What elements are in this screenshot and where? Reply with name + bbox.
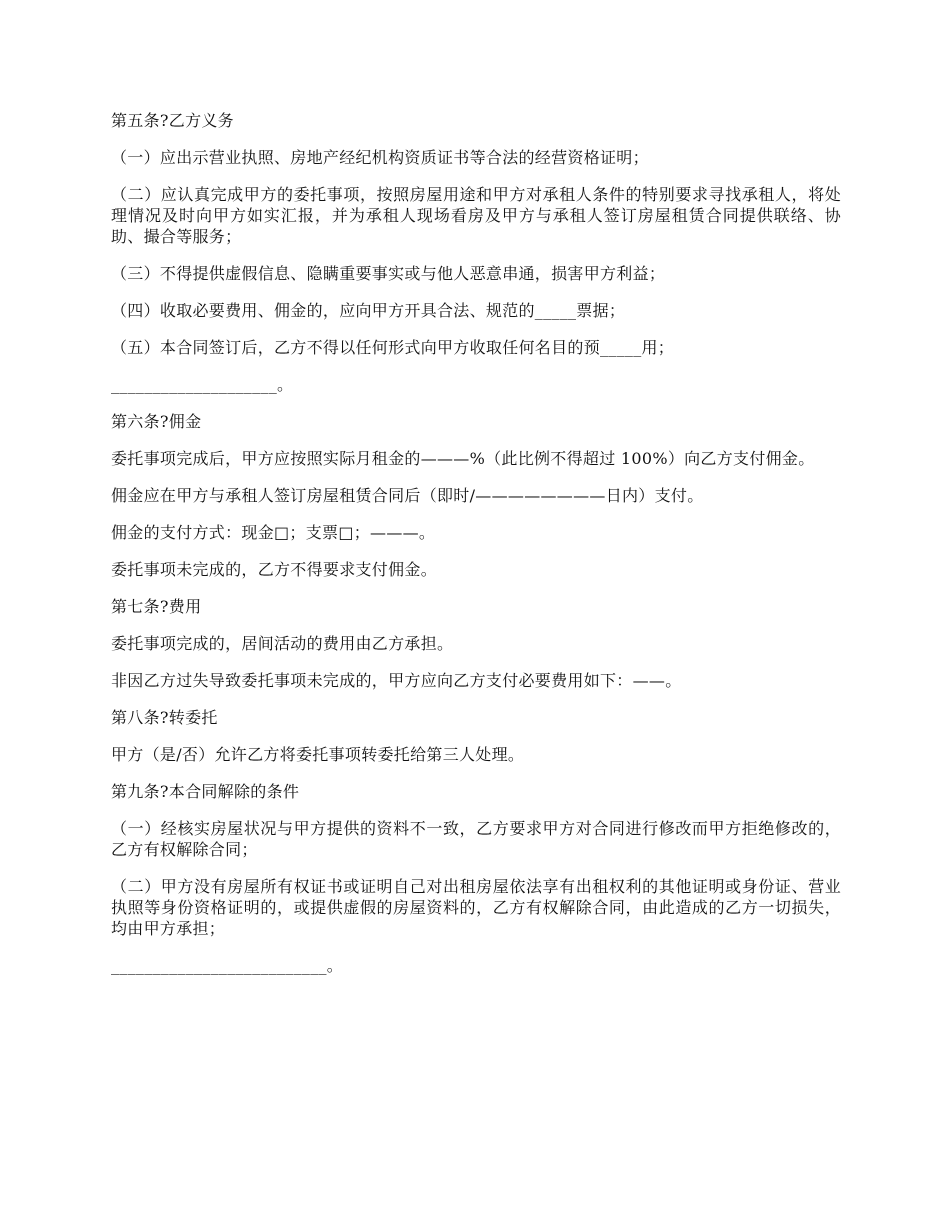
article-6-incomplete: 委托事项未完成的，乙方不得要求支付佣金。 xyxy=(111,560,438,579)
article-6-payment-time: 佣金应在甲方与承租人签订房屋租赁合同后（即时/————————日内）支付。 xyxy=(111,486,704,505)
article-9-blank-line: __________________________。 xyxy=(111,956,344,975)
article-8-heading: 第八条?转委托 xyxy=(111,708,218,727)
article-5-item-5: （五）本合同签订后，乙方不得以任何形式向甲方收取任何名目的预_____用； xyxy=(111,338,675,357)
article-7-incomplete-costs: 非因乙方过失导致委托事项未完成的，甲方应向乙方支付必要费用如下：——。 xyxy=(111,671,682,690)
article-6-heading: 第六条?佣金 xyxy=(111,412,202,431)
article-5-item-2: （二）应认真完成甲方的委托事项，按照房屋用途和甲方对承租人条件的特别要求寻找承租人，将处理情况及时向甲方如实汇报，并为承租人现场看房及甲方与承租人签订房屋租赁合同提供联络、协助、撮合等服务； xyxy=(111,185,841,246)
article-6-payment-method: 佣金的支付方式：现金□；支票□；———。 xyxy=(111,523,436,542)
article-6-commission-rate: 委托事项完成后，甲方应按照实际月租金的———%（此比例不得超过 100%）向乙方支付佣金。 xyxy=(111,449,815,468)
article-8-subcontract: 甲方（是/否）允许乙方将委托事项转委托给第三人处理。 xyxy=(111,745,525,764)
article-9-item-1: （一）经核实房屋状况与甲方提供的资料不一致，乙方要求甲方对合同进行修改而甲方拒绝修改的，乙方有权解除合同； xyxy=(111,819,841,859)
article-7-heading: 第七条?费用 xyxy=(111,597,202,616)
article-5-item-3: （三）不得提供虚假信息、隐瞒重要事实或与他人恶意串通，损害甲方利益； xyxy=(111,264,666,283)
document-page xyxy=(111,110,841,992)
article-5-item-4: （四）收取必要费用、佣金的，应向甲方开具合法、规范的_____票据； xyxy=(111,301,626,320)
article-9-item-2: （二）甲方没有房屋所有权证书或证明自己对出租房屋依法享有出租权利的其他证明或身份证、营业执照等身份资格证明的，或提供虚假的房屋资料的，乙方有权解除合同，由此造成的乙方一切损失，均由甲方承担； xyxy=(111,877,841,938)
article-9-heading: 第九条?本合同解除的条件 xyxy=(111,782,300,801)
article-5-item-1: （一）应出示营业执照、房地产经纪机构资质证书等合法的经营资格证明； xyxy=(111,148,649,167)
article-5-blank-line: ____________________。 xyxy=(111,375,294,394)
article-7-completed-costs: 委托事项完成的，居间活动的费用由乙方承担。 xyxy=(111,634,454,653)
article-5-heading: 第五条?乙方义务 xyxy=(111,111,234,130)
